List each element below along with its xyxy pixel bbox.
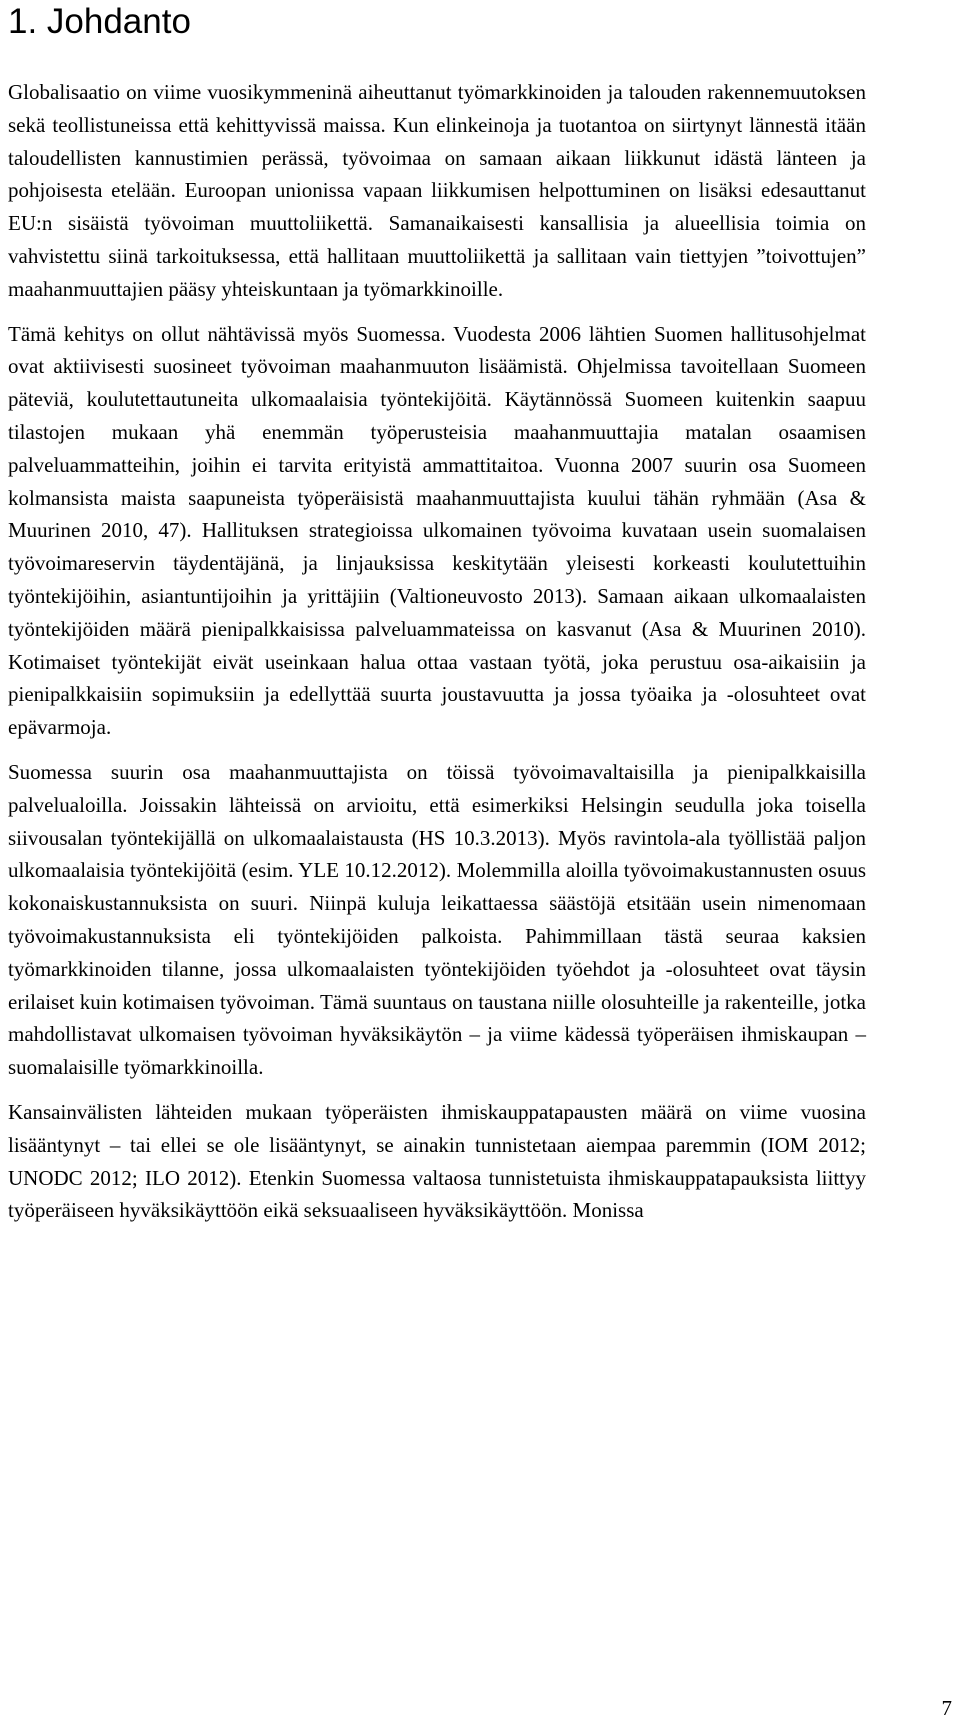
page-title: 1. Johdanto xyxy=(8,2,191,41)
paragraph-1: Globalisaatio on viime vuosikymmeninä aiheuttanut työmarkkinoiden ja talouden rakennemuutoksen sekä teollistuneissa että kehittyvissä maissa. Kun elinkeinoja ja tuotantoa on siirtynyt lännestä itään taloudellisten kannustimien perässä, työvoimaa on samaan aikaan liikkunut idästä länteen ja pohjoisesta etelään. Euroopan unionissa vapaan liikkumisen helpottuminen on lisäksi edesauttanut EU:n sisäistä työvoiman muuttoliikettä. Samanaikaisesti kansallisia ja alueellisia toimia on vahvistettu siinä tarkoituksessa, että hallitaan muuttoliikettä ja sallitaan vain tiettyjen ”toivottujen” maahanmuuttajien pääsy yhteiskuntaan ja työmarkkinoille. xyxy=(8,80,866,301)
body-text xyxy=(8,76,866,1239)
paragraph-4: Kansainvälisten lähteiden mukaan työperäisten ihmiskauppatapausten määrä on viime vuosina lisääntynyt – tai ellei se ole lisääntynyt, se ainakin tunnistetaan aiempaa paremmin (IOM 2012; UNODC 2012; ILO 2012). Etenkin Suomessa valtaosa tunnistetuista ihmiskauppatapauksista liittyy työperäiseen hyväksikäyttöön eikä seksuaaliseen hyväksikäyttöön. Monissa xyxy=(8,1099,866,1223)
paragraph-3: Suomessa suurin osa maahanmuuttajista on töissä työvoimavaltaisilla ja pienipalkkaisilla palvelualoilla. Joissakin lähteissä on arvioitu, että esimerkiksi Helsingin seudulla joka toisella siivousalan työntekijällä on ulkomaalaistausta (HS 10.3.2013). Myös ravintola-ala työllistää paljon ulkomaalaisia työntekijöitä (esim. YLE 10.12.2012). Molemmilla aloilla työvoimakustannusten osuus kokonaiskustannuksista on suuri. Niinpä kuluja leikattaessa säästöjä etsitään usein nimenomaan työvoimakustannuksista eli työntekijöiden palkoista. Pahimmillaan tästä seuraa kaksien työmarkkinoiden tilanne, jossa ulkomaalaisten työntekijöiden työehdot ja -olosuhteet ovat täysin erilaiset kuin kotimaisen työvoiman. Tämä suuntaus on taustana niille olosuhteille ja rakenteille, jotka mahdollistavat ulkomaisen työvoiman hyväksikäytön – ja viime kädessä työperäisen ihmiskaupan – suomalaisille työmarkkinoilla. xyxy=(8,759,866,1080)
paragraph-2: Tämä kehitys on ollut nähtävissä myös Suomessa. Vuodesta 2006 lähtien Suomen hallitusohjelmat ovat aktiivisesti suosineet työvoiman maahanmuuton lisäämistä. Ohjelmissa tavoitellaan Suomeen päteviä, koulutettautuneita ulkomaalaisia työntekijöitä. Käytännössä Suomeen kuitenkin saapuu tilastojen mukaan yhä enemmän työperusteisia maahanmuuttajia matalan osaamisen palveluammatteihin, joihin ei tarvita erityistä ammattitaitoa. Vuonna 2007 suurin osa Suomeen kolmansista maista saapuneista työperäisistä maahanmuuttajista kuului tähän ryhmään (Asa & Muurinen 2010, 47). Hallituksen strategioissa ulkomainen työvoima kuvataan usein suomalaisen työvoimareservin täydentäjänä, ja linjauksissa keskitytään yleisesti korkeasti koulutettuihin työntekijöihin, asiantuntijoihin ja yrittäjiin (Valtioneuvosto 2013). Samaan aikaan ulkomaalaisten työntekijöiden määrä pienipalkkaisissa palveluammateissa on kasvanut (Asa & Muurinen 2010). Kotimaiset työntekijät eivät useinkaan halua ottaa vastaan työtä, joka perustuu osa-aikaisiin ja pienipalkkaisiin sopimuksiin ja edellyttää suurta joustavuutta ja jossa työaika ja -olosuhteet ovat epävarmoja. xyxy=(8,321,866,740)
page-number: 7 xyxy=(941,1696,952,1720)
